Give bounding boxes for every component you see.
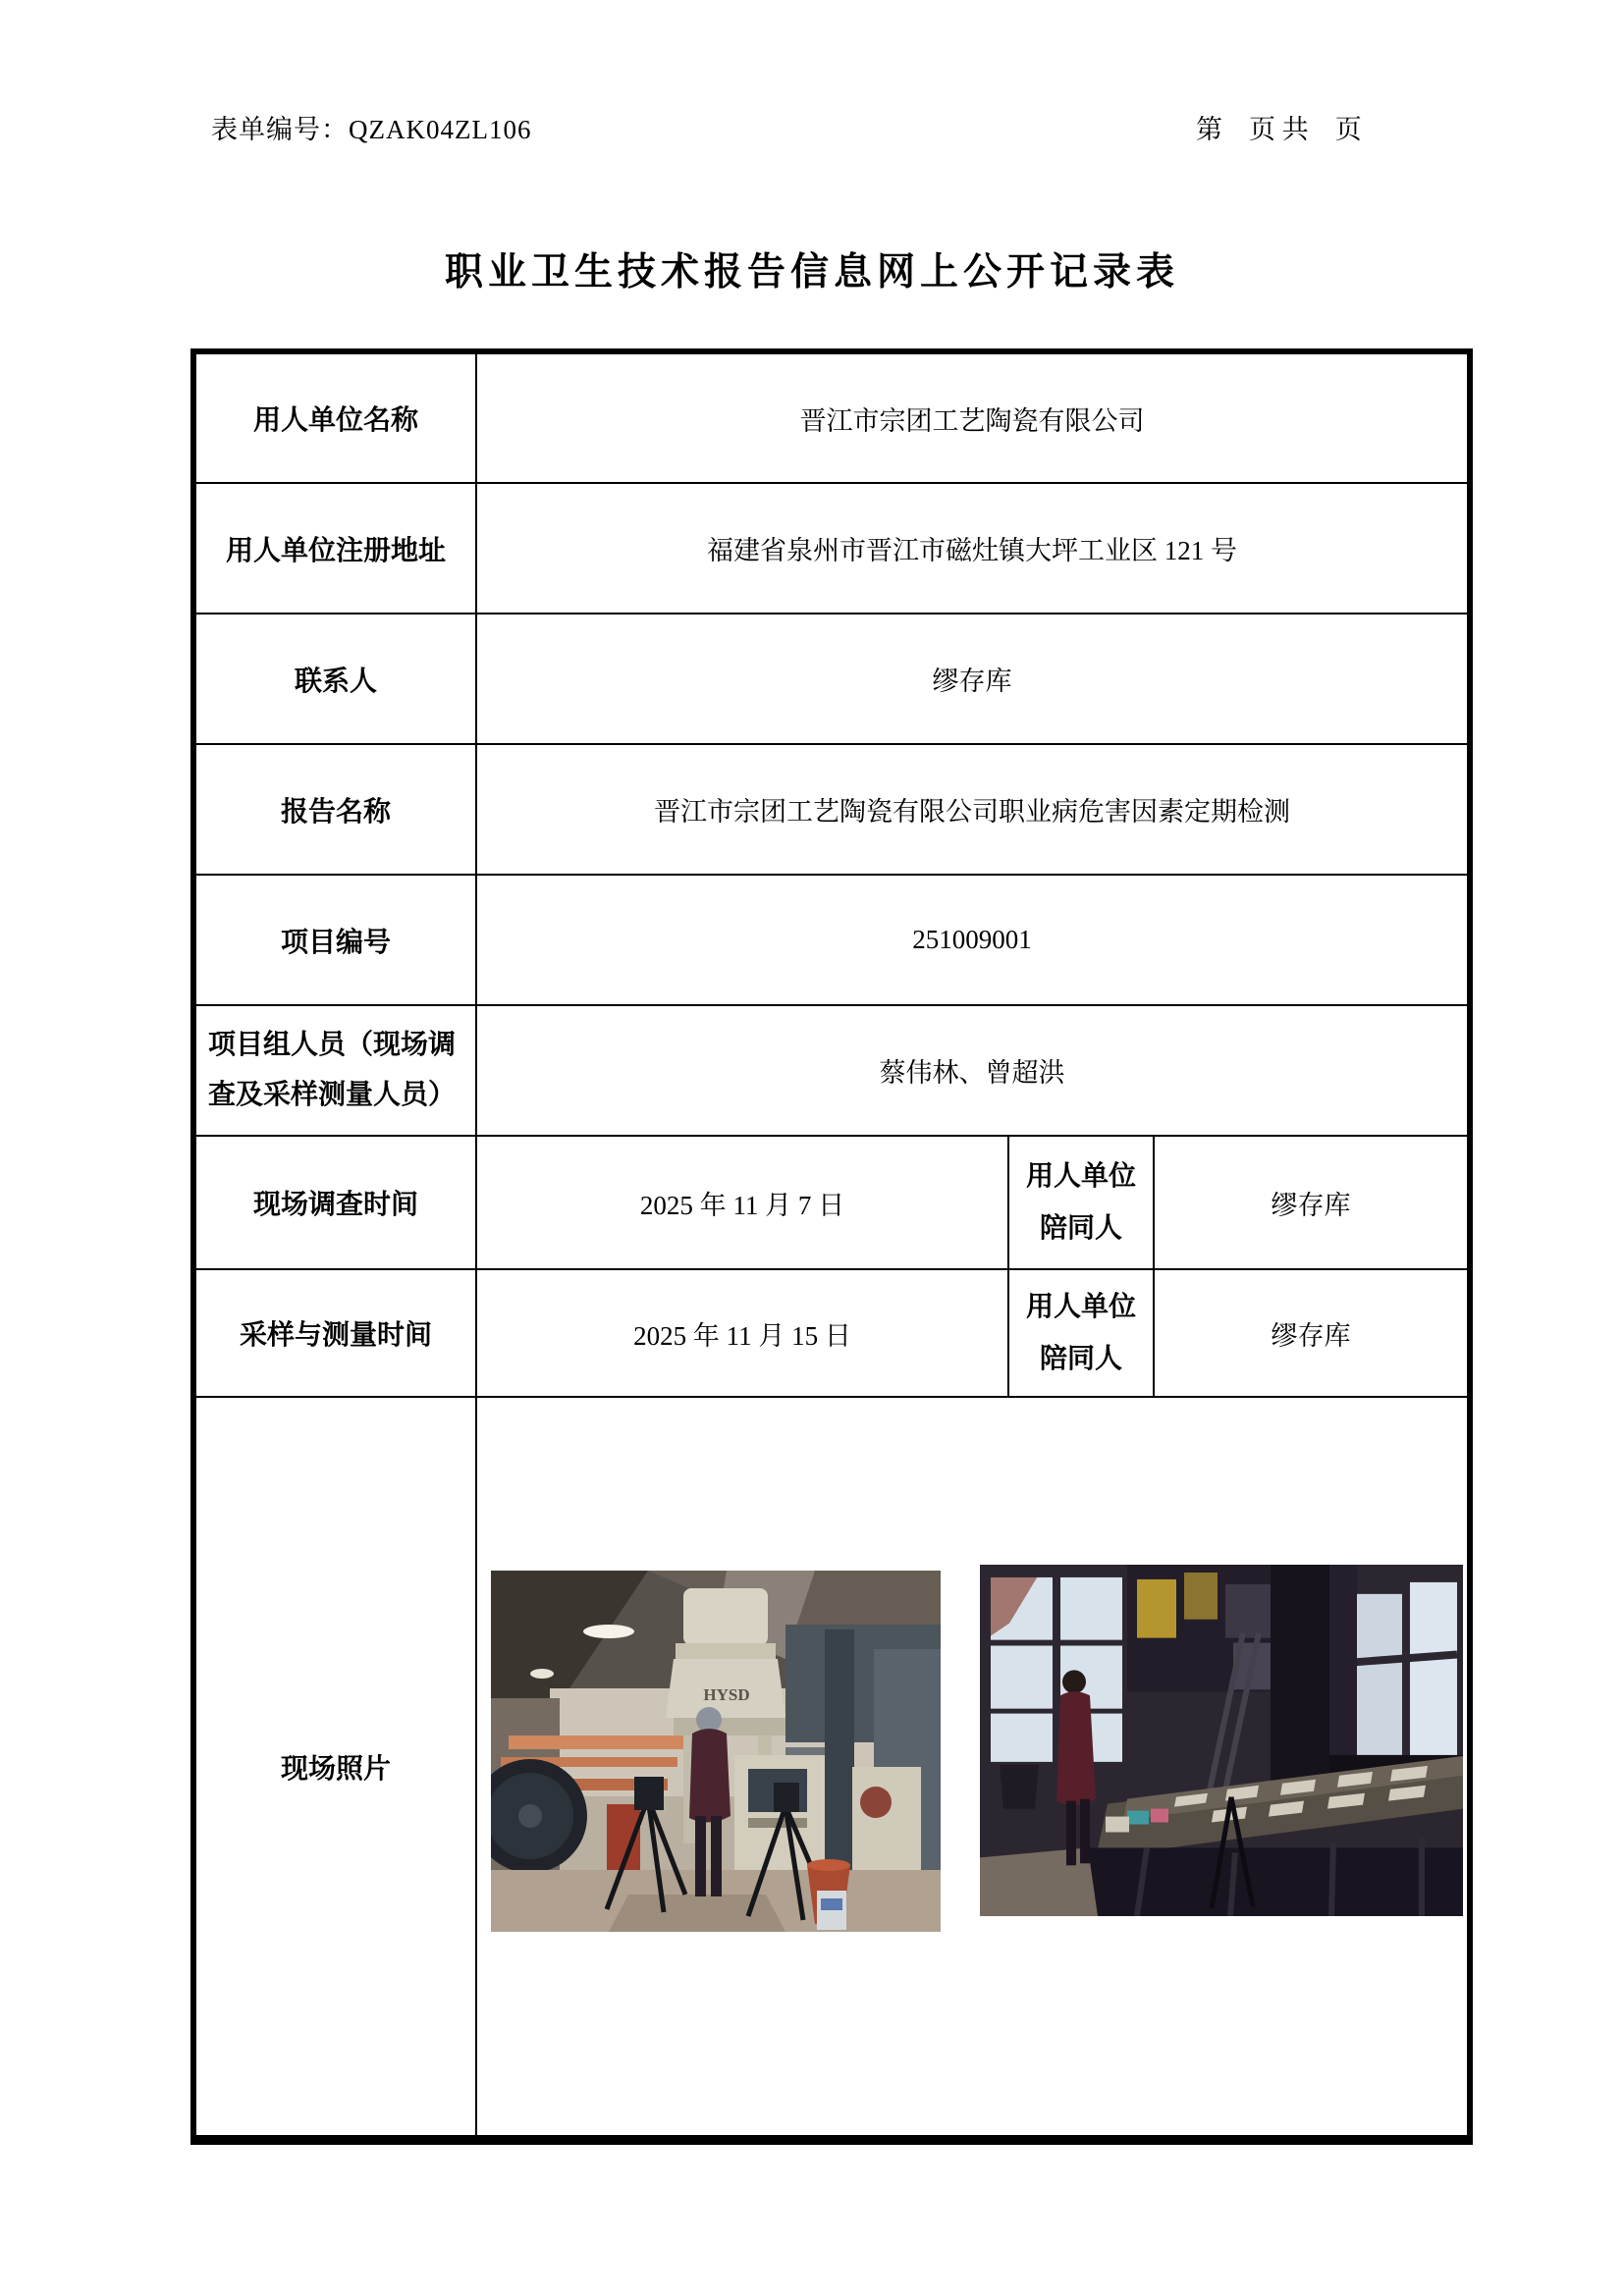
site-photo-press-machine [491,1571,941,1932]
table-row-registered-address [193,483,1470,614]
form-number: 表单编号：QZAK04ZL106 [211,115,532,144]
sampling-time-label: 采样与测量时间 [193,1269,476,1397]
document-title: 职业卫生技术报告信息网上公开记录表 [444,251,1179,294]
press-machine-photo-graphic [491,1571,941,1932]
report-name-label: 报告名称 [193,744,476,875]
registered-address-label: 用人单位注册地址 [193,483,476,614]
contact-person-value: 缪存库 [476,614,1470,744]
report-name-value: 晋江市宗团工艺陶瓷有限公司职业病危害因素定期检测 [476,744,1470,875]
sampling-companion-label: 用人单位陪同人 [1008,1269,1154,1397]
table-row-site-survey-time [193,1136,1470,1269]
registered-address-value: 福建省泉州市晋江市磁灶镇大坪工业区 121 号 [476,483,1470,614]
sampling-companion-value: 缪存库 [1154,1269,1470,1397]
table-row-project-team [193,1005,1470,1136]
sampling-time-value: 2025 年 11 月 15 日 [476,1269,1008,1397]
tile-table-photo-graphic [980,1565,1463,1916]
site-survey-time-label: 现场调查时间 [193,1136,476,1269]
page-number-marker: 第 页 共 页 [1196,115,1362,144]
project-team-label: 项目组人员（现场调查及采样测量人员） [193,1005,476,1136]
contact-person-label: 联系人 [193,614,476,744]
table-row-site-photos [193,1397,1470,2140]
company-name-value: 晋江市宗团工艺陶瓷有限公司 [476,351,1470,483]
table-row-report-name [193,744,1470,875]
site-photos-cell [476,1397,1470,2140]
site-survey-time-value: 2025 年 11 月 7 日 [476,1136,1008,1269]
table-row-contact-person [193,614,1470,744]
machine-logo-text: HYSD [703,1685,750,1704]
company-name-label: 用人单位名称 [193,351,476,483]
site-photo-tile-table [980,1565,1463,1916]
site-survey-companion-value: 缪存库 [1154,1136,1470,1269]
record-table [190,348,1473,2145]
table-row-company-name [193,351,1470,483]
table-row-project-number [193,875,1470,1005]
table-row-sampling-time [193,1269,1470,1397]
project-number-label: 项目编号 [193,875,476,1005]
project-team-value: 蔡伟林、曾超洪 [476,1005,1470,1136]
site-photos-label: 现场照片 [193,1397,476,2140]
project-number-value: 251009001 [476,875,1470,1005]
site-survey-companion-label: 用人单位陪同人 [1008,1136,1154,1269]
